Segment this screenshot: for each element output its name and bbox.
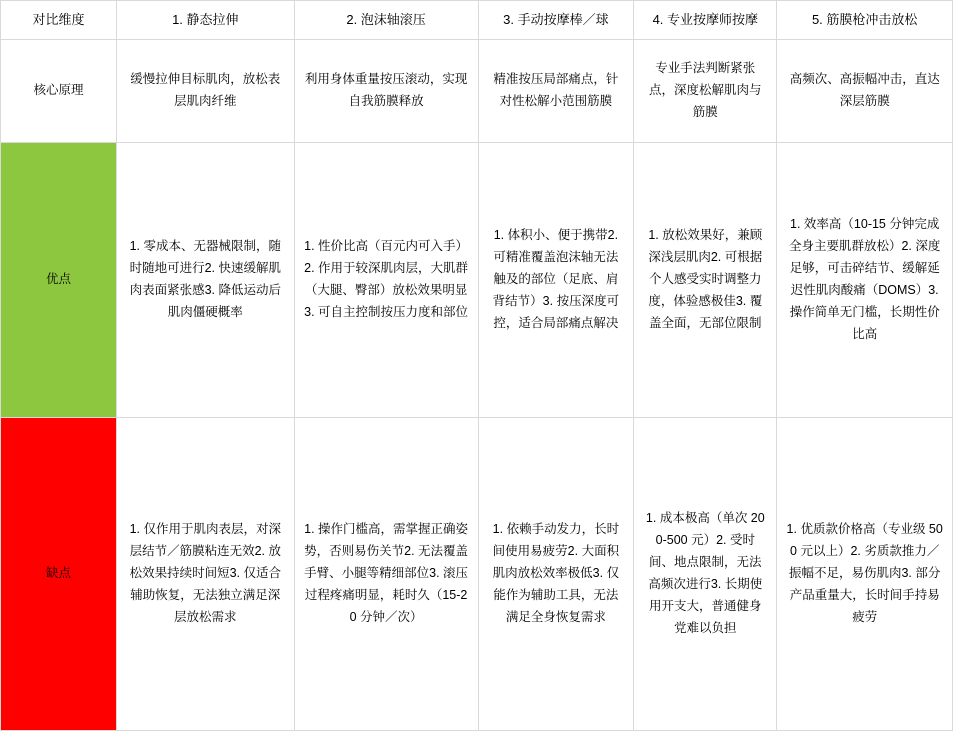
column-header-foam-roller: 2. 泡沫轴滚压 — [294, 1, 478, 40]
column-header-professional-massage: 4. 专业按摩师按摩 — [634, 1, 777, 40]
table-row-pros — [1, 143, 953, 418]
table-row-principle — [1, 40, 953, 143]
cell-pros-professional-massage: 1. 放松效果好，兼顾深浅层肌肉2. 可根据个人感受实时调整力度，体验感极佳3. 覆盖全面，无部位限制 — [634, 143, 777, 418]
row-label-cons: 缺点 — [1, 418, 117, 731]
cell-pros-static-stretch: 1. 零成本、无器械限制，随时随地可进行2. 快速缓解肌肉表面紧张感3. 降低运动后肌肉僵硬概率 — [116, 143, 294, 418]
column-header-massage-gun: 5. 筋膜枪冲击放松 — [777, 1, 953, 40]
column-header-massage-stick: 3. 手动按摩棒／球 — [478, 1, 634, 40]
cell-principle-professional-massage: 专业手法判断紧张点，深度松解肌肉与筋膜 — [634, 40, 777, 143]
cell-principle-static-stretch: 缓慢拉伸目标肌肉，放松表层肌肉纤维 — [116, 40, 294, 143]
cell-cons-massage-gun: 1. 优质款价格高（专业级 500 元以上）2. 劣质款推力／振幅不足，易伤肌肉3. 部分产品重量大，长时间手持易疲劳 — [777, 418, 953, 731]
cell-cons-massage-stick: 1. 依赖手动发力，长时间使用易疲劳2. 大面积肌肉放松效率极低3. 仅能作为辅助工具，无法满足全身恢复需求 — [478, 418, 634, 731]
cell-principle-massage-gun: 高频次、高振幅冲击，直达深层筋膜 — [777, 40, 953, 143]
row-label-principle: 核心原理 — [1, 40, 117, 143]
cell-pros-foam-roller: 1. 性价比高（百元内可入手）2. 作用于较深肌肉层，大肌群（大腿、臀部）放松效果明显3. 可自主控制按压力度和部位 — [294, 143, 478, 418]
column-header-static-stretch: 1. 静态拉伸 — [116, 1, 294, 40]
cell-principle-foam-roller: 利用身体重量按压滚动，实现自我筋膜释放 — [294, 40, 478, 143]
cell-cons-foam-roller: 1. 操作门槛高，需掌握正确姿势，否则易伤关节2. 无法覆盖手臂、小腿等精细部位3. 滚压过程疼痛明显，耗时久（15-20 分钟／次） — [294, 418, 478, 731]
cell-principle-massage-stick: 精准按压局部痛点，针对性松解小范围筋膜 — [478, 40, 634, 143]
column-header-dimension: 对比维度 — [1, 1, 117, 40]
table-header-row — [1, 1, 953, 40]
cell-cons-professional-massage: 1. 成本极高（单次 200-500 元）2. 受时间、地点限制，无法高频次进行3. 长期使用开支大，普通健身党难以负担 — [634, 418, 777, 731]
cell-pros-massage-stick: 1. 体积小、便于携带2. 可精准覆盖泡沫轴无法触及的部位（足底、肩背结节）3. 按压深度可控，适合局部痛点解决 — [478, 143, 634, 418]
cell-pros-massage-gun: 1. 效率高（10-15 分钟完成全身主要肌群放松）2. 深度足够，可击碎结节、缓解延迟性肌肉酸痛（DOMS）3. 操作简单无门槛，长期性价比高 — [777, 143, 953, 418]
row-label-pros: 优点 — [1, 143, 117, 418]
table-row-cons — [1, 418, 953, 731]
cell-cons-static-stretch: 1. 仅作用于肌肉表层，对深层结节／筋膜粘连无效2. 放松效果持续时间短3. 仅适合辅助恢复，无法独立满足深层放松需求 — [116, 418, 294, 731]
